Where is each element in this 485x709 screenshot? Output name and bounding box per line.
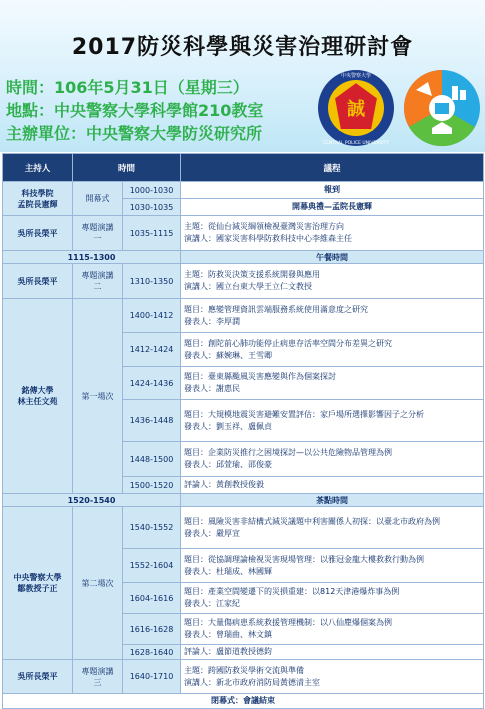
table-row xyxy=(3,660,484,694)
event-place: 地點：中央警察大學科學館210教室 xyxy=(6,101,264,120)
host-cell: 科技學院 孟院長憲輝 xyxy=(3,182,73,216)
speaker-line: 發表人：杜瑞成、林國輝 xyxy=(184,566,273,576)
time-cell: 1436-1448 xyxy=(123,400,181,442)
header-banner xyxy=(0,0,485,152)
agenda-cell xyxy=(181,614,484,645)
table-row xyxy=(3,299,484,333)
session-cell: 第一場次 xyxy=(73,299,123,494)
agenda-cell xyxy=(181,583,484,614)
time-cell: 1640-1710 xyxy=(123,660,181,694)
session-cell: 專題演講 一 xyxy=(73,216,123,251)
speaker-line: 發表人：江家紀 xyxy=(184,599,241,608)
host-cell: 中央警察大學 鄒教授子正 xyxy=(3,507,73,660)
topic-line: 題目：大規模地震災害避難安置評估：家戶場所選擇影響因子之分析 xyxy=(184,409,425,419)
topic-line: 題目：企業防災推行之困境探討—以公共危險物品管理為例 xyxy=(184,448,393,457)
agenda-table xyxy=(2,153,484,709)
agenda-cell: 評論人：黃創教授俊毅 xyxy=(181,477,484,494)
time-cell: 1310-1350 xyxy=(123,264,181,299)
agenda-cell: 開幕典禮—孟院長憲輝 xyxy=(181,199,484,216)
agenda-cell xyxy=(181,299,484,333)
agenda-cell xyxy=(181,333,484,367)
agenda-cell: 報到 xyxy=(181,182,484,199)
speaker-line: 發表人：嚴厚宣 xyxy=(184,528,241,538)
time-cell: 1628-1640 xyxy=(123,645,181,660)
topic-line: 題目：從協調理論檢視災害現場管理：以雅冠金龍大樓救救行動為例 xyxy=(184,554,425,564)
speaker-line: 發表人：謝惠民 xyxy=(184,384,241,393)
topic-line: 主題：從仙台減災綱領檢視臺灣災害治理方向 xyxy=(184,222,345,231)
agenda-cell xyxy=(181,549,484,583)
time-cell: 1552-1604 xyxy=(123,549,181,583)
speaker-line: 發表人：劉玉祥、盧佩貞 xyxy=(184,421,273,431)
time-cell: 1035-1115 xyxy=(123,216,181,251)
speaker-line: 發表人：邱萱瑜、邵俊豪 xyxy=(184,460,273,469)
header-agenda: 議程 xyxy=(181,154,484,182)
session-cell: 開幕式 xyxy=(73,182,123,216)
time-cell: 1616-1628 xyxy=(123,614,181,645)
agenda-cell xyxy=(181,442,484,477)
speaker-line: 發表人：李厚潤 xyxy=(184,316,241,326)
topic-line: 題目：大量傷病患系統救援管理機制：以八仙塵爆個案為例 xyxy=(184,618,393,627)
session-cell: 專題演講 二 xyxy=(73,264,123,299)
topic-line: 主題：防救災決策支援系統開發與應用 xyxy=(184,270,321,279)
session-cell: 第二場次 xyxy=(73,507,123,660)
svg-text:CENTRAL POLICE UNIVERSITY: CENTRAL POLICE UNIVERSITY xyxy=(322,141,390,146)
topic-line: 題目：臺東縣颱風災害應變與作為個案探討 xyxy=(184,372,337,381)
topic-line: 題目：應變管理資訊雲端服務系統使用滿意度之研究 xyxy=(184,304,369,314)
break-label: 茶點時間 xyxy=(181,494,484,507)
header-time: 時間 xyxy=(73,154,181,182)
time-cell: 1540-1552 xyxy=(123,507,181,549)
speaker-line: 發表人：蘇婉琳、王雪卿 xyxy=(184,350,273,360)
host-cell: 吳所長榮平 xyxy=(3,660,73,694)
closing-row xyxy=(3,694,484,709)
agenda-cell xyxy=(181,400,484,442)
speaker-line: 演講人：國家災害科學防救科技中心李維森主任 xyxy=(184,234,353,243)
agenda-cell xyxy=(181,216,484,251)
time-cell: 1030-1035 xyxy=(123,199,181,216)
table-header-row xyxy=(3,154,484,182)
agenda-cell xyxy=(181,507,484,549)
svg-text:中央警察大學: 中央警察大學 xyxy=(340,73,372,79)
header-host: 主持人 xyxy=(3,154,73,182)
building-icon xyxy=(452,86,458,100)
time-cell: 1448-1500 xyxy=(123,442,181,477)
table-row xyxy=(3,216,484,251)
disaster-prevention-logo xyxy=(402,68,482,148)
event-organizer: 主辦單位：中央警察大學防災研究所 xyxy=(6,124,263,143)
event-time: 時間：106年5月31日（星期三） xyxy=(6,78,249,97)
time-cell: 1500-1520 xyxy=(123,477,181,494)
break-time: 1115-1300 xyxy=(3,251,181,264)
break-time: 1520-1540 xyxy=(3,494,181,507)
agenda-cell xyxy=(181,264,484,299)
host-cell: 銘傳大學 林主任文苑 xyxy=(3,299,73,494)
break-row xyxy=(3,251,484,264)
host-cell: 吳所長榮平 xyxy=(3,216,73,251)
closing-cell: 閉幕式：會議結束 xyxy=(3,694,484,709)
session-cell: 專題演講 三 xyxy=(73,660,123,694)
page-title: 2017防災科學與災害治理研討會 xyxy=(71,35,414,60)
topic-line: 題目：創陀前心肺功能停止病患存活率空間分布差異之研究 xyxy=(184,338,393,348)
speaker-line: 演講人：國立台東大學王立仁文教授 xyxy=(184,282,313,291)
agenda-cell xyxy=(181,367,484,400)
host-cell: 吳所長榮平 xyxy=(3,264,73,299)
table-row xyxy=(3,182,484,199)
time-cell: 1604-1616 xyxy=(123,583,181,614)
speaker-line: 發表人：曾瑞曲、林文鎮 xyxy=(184,630,273,639)
topic-line: 主題：跨國防救災學術交流與準備 xyxy=(184,665,305,675)
speaker-line: 演講人：新北市政府消防局黃德清主室 xyxy=(184,677,321,687)
break-row xyxy=(3,494,484,507)
time-cell: 1424-1436 xyxy=(123,367,181,400)
topic-line: 題目：產業空間變遷下的災損重建：以812天津港爆炸事為例 xyxy=(184,587,400,596)
time-cell: 1000-1030 xyxy=(123,182,181,199)
topic-line: 題目：風險災害非結構式減災議題中利害關係人初探：以臺北市政府為例 xyxy=(184,516,441,526)
agenda-cell: 評論人：盧節道教授德鈞 xyxy=(181,645,484,660)
table-row xyxy=(3,264,484,299)
time-cell: 1412-1424 xyxy=(123,333,181,367)
break-label: 午餐時間 xyxy=(181,251,484,264)
time-cell: 1400-1412 xyxy=(123,299,181,333)
table-row xyxy=(3,507,484,549)
seal-character: 誠 xyxy=(347,99,365,120)
police-university-seal-logo xyxy=(316,68,396,148)
book-icon xyxy=(435,103,449,114)
agenda-cell xyxy=(181,660,484,694)
